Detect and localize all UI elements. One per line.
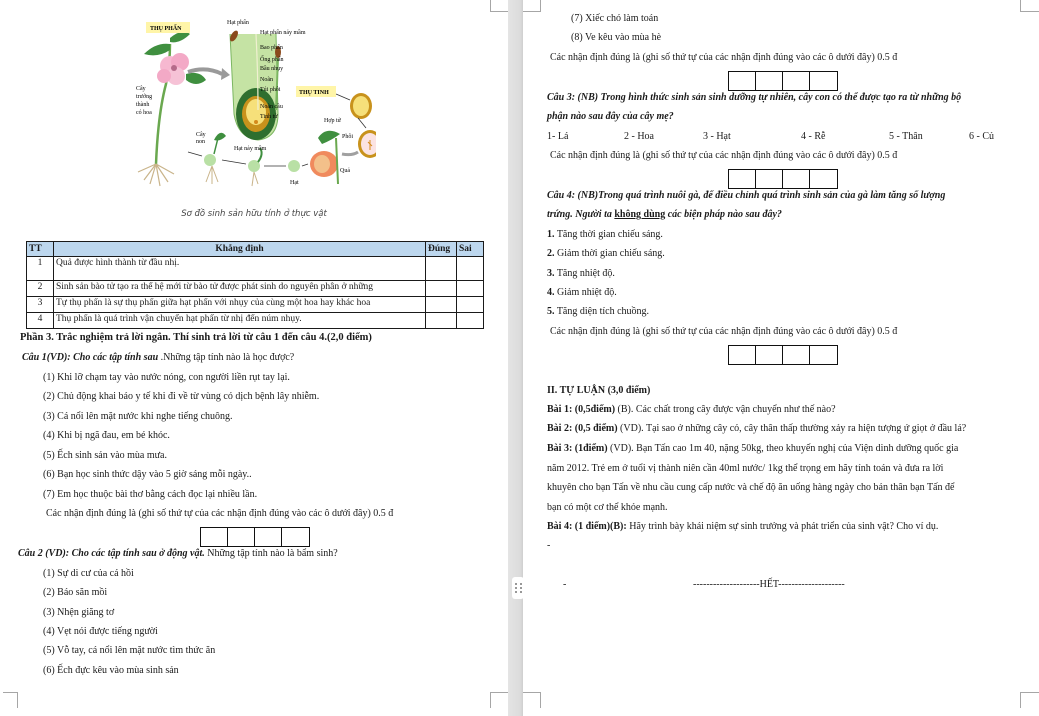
essay-bai3-continuation: năm 2012. Trẻ em ở tuổi vị thành niên cần 40ml nước/ 1kg thể trọng em hãy tính toán và đưa ra lời <box>547 463 944 474</box>
q4-item-number: 5. <box>547 306 555 317</box>
answer-box[interactable] <box>756 72 783 90</box>
q4-item <box>547 228 663 241</box>
page-corner-marker <box>490 692 508 708</box>
q4-answer-boxes <box>728 345 838 365</box>
page-corner-marker <box>3 692 18 708</box>
row-number: 1 <box>27 257 54 281</box>
essay-item-text: Hãy trình bày khái niệm sự sinh trưởng và phát triển của sinh vật? Cho ví dụ. <box>626 521 939 532</box>
header-dung: Đúng <box>426 242 457 257</box>
q4-item <box>547 286 617 299</box>
fig-label-tui-phoi: Túi phôi <box>260 87 281 93</box>
table-row <box>27 257 484 281</box>
row-number: 3 <box>27 297 54 313</box>
q4-item-text: Tăng diện tích chuồng. <box>554 306 650 317</box>
answer-box[interactable] <box>756 170 783 188</box>
dung-cell[interactable] <box>426 281 457 297</box>
dash-marker: - <box>563 579 567 590</box>
sai-cell[interactable] <box>457 313 484 329</box>
essay-item <box>547 520 938 533</box>
zygote-illustration <box>350 93 372 119</box>
true-false-table <box>26 241 484 329</box>
fig-label-thu-tinh: THỤ TINH <box>299 90 329 96</box>
answer-box[interactable] <box>228 528 255 546</box>
page-corner-marker <box>1020 0 1039 12</box>
seedling-illustration <box>204 133 226 184</box>
q1-item: (2) Chủ động khai báo y tế khi đi về từ vùng có dịch bệnh lây nhiễm. <box>43 391 320 402</box>
answer-box[interactable] <box>729 346 756 364</box>
q3-option: 4 - Rễ <box>801 131 826 142</box>
q4-item-number: 2. <box>547 248 555 259</box>
answer-box[interactable] <box>729 170 756 188</box>
q1-item: (1) Khi lỡ chạm tay vào nước nóng, con người liền rụt tay lại. <box>43 372 290 383</box>
q4-item-number: 3. <box>547 268 555 279</box>
answer-box[interactable] <box>810 346 837 364</box>
answer-box[interactable] <box>282 528 309 546</box>
q4-item <box>547 267 615 280</box>
page-corner-marker <box>1020 692 1039 708</box>
essay-item <box>547 403 836 416</box>
row-number: 4 <box>27 313 54 329</box>
dung-cell[interactable] <box>426 257 457 281</box>
dash-marker: - <box>547 540 551 551</box>
q2-item: (2) Báo săn mồi <box>43 587 108 598</box>
answer-box[interactable] <box>783 170 810 188</box>
header-tt: TT <box>27 242 54 257</box>
q2-item: (3) Nhện giăng tơ <box>43 607 115 618</box>
essay-item-label: Bài 3: (1điểm) <box>547 443 608 454</box>
page-corner-marker <box>523 0 541 12</box>
q3-label-line2: phận nào sau đây của cây mẹ? <box>547 111 674 122</box>
fig-label-phoi: Phôi <box>342 134 354 140</box>
fig-label-cay-1: Cây <box>136 86 146 92</box>
q2-item: (1) Sự di cư của cá hồi <box>43 568 134 579</box>
part3-heading: Phần 3. Trắc nghiệm trả lời ngắn. Thí sinh trả lời từ câu 1 đến câu 4.(2,0 điểm) <box>20 332 372 343</box>
essay-item-label: Bài 2: (0,5 điểm) <box>547 423 618 434</box>
table-row <box>27 281 484 297</box>
essay-item-text: (VD). Tại sao ở những cây cỏ, cây thân thấp thường xảy ra hiện tượng ứ giọt ở đầu lá? <box>617 423 967 434</box>
q4-label-post: các biện pháp nào sau đây? <box>665 209 782 220</box>
germinating-seed-illustration <box>248 148 262 186</box>
q1-item: (4) Khi bị ngã đau, em bé khóc. <box>43 430 170 441</box>
embryo-illustration <box>358 130 376 158</box>
fig-label-ong-phan: Ống phấn <box>260 57 284 63</box>
q4-item <box>547 305 649 318</box>
fig-label-cay-non-2: non <box>196 139 205 145</box>
document-page-left <box>0 0 508 716</box>
q3-option: 3 - Hạt <box>703 131 731 142</box>
dung-cell[interactable] <box>426 313 457 329</box>
answer-box[interactable] <box>783 346 810 364</box>
essay-item-label: Bài 1: (0,5điểm) <box>547 404 616 415</box>
row-statement: Thụ phấn là quá trình vận chuyển hạt phấn từ nhị đến núm nhụy. <box>54 313 426 329</box>
fig-label-cay-4: có hoa <box>136 110 152 116</box>
essay-heading: II. TỰ LUẬN (3,0 điểm) <box>547 385 651 396</box>
fig-label-hat: Hạt <box>290 180 299 186</box>
q2-answer-boxes <box>728 71 838 91</box>
q1-answer-boxes <box>200 527 310 547</box>
q4-label-line1: Câu 4: (NB)Trong quá trình nuôi gà, để điều chỉnh quá trình sinh sản của gà làm tăng số lượng <box>547 190 946 201</box>
fig-label-hop-tu: Hợp tử <box>324 118 341 124</box>
table-row <box>27 313 484 329</box>
mature-plant-illustration <box>138 32 230 186</box>
fig-label-hat-phan: Hạt phấn <box>227 20 249 26</box>
q1-label: Câu 1(VD): Cho các tập tính sau <box>22 352 159 363</box>
sai-cell[interactable] <box>457 257 484 281</box>
q4-item-text: Tăng nhiệt độ. <box>554 268 615 279</box>
essay-item-label: Bài 4: (1 điểm)(B): <box>547 521 627 532</box>
page-corner-marker <box>523 692 541 708</box>
page-gutter <box>508 0 523 716</box>
header-khang-dinh: Khẳng định <box>54 242 426 257</box>
fig-label-hat-nay-mam: Hạt nảy mầm <box>234 146 267 152</box>
fig-label-cay-2: trưởng <box>136 94 153 100</box>
answer-box[interactable] <box>255 528 282 546</box>
row-statement: Quả được hình thành từ đầu nhị. <box>54 257 426 281</box>
answer-box[interactable] <box>756 346 783 364</box>
essay-bai3-continuation: bạn có một cơ thể khỏe mạnh. <box>547 502 668 513</box>
q4-item-number: 1. <box>547 229 555 240</box>
dung-cell[interactable] <box>426 297 457 313</box>
end-marker: --------------------HẾT-------------------- <box>693 579 845 590</box>
q1-item: (5) Ếch sinh sản vào mùa mưa. <box>43 450 167 461</box>
q3-option: 6 - Củ <box>969 131 994 142</box>
q1-prompt <box>22 351 294 364</box>
answer-box[interactable] <box>810 170 837 188</box>
q2-item: (4) Vẹt nói được tiếng người <box>43 626 158 637</box>
q2-question: Những tập tính nào là bẩm sinh? <box>204 548 338 559</box>
seed-illustration <box>288 160 300 172</box>
fig-label-qua: Quả <box>340 168 350 174</box>
q3-option: 5 - Thân <box>889 131 923 142</box>
table-header-row <box>27 242 484 257</box>
q4-item <box>547 247 665 260</box>
q1-question: .Những tập tính nào là học được? <box>158 352 295 363</box>
q2-prompt <box>18 547 338 560</box>
q4-label-line2 <box>547 208 782 221</box>
q3-label-line1: Câu 3: (NB) Trong hình thức sinh sản sinh dưỡng tự nhiên, cây con có thể được tạo ra từ những bộ <box>547 92 962 103</box>
q2-label: Câu 2 (VD): Cho các tập tính sau ở động vật. <box>18 548 205 559</box>
essay-item <box>547 422 966 435</box>
essay-item <box>547 442 958 455</box>
figure-caption: Sơ đồ sinh sản hữu tính ở thực vật <box>181 209 327 219</box>
q4-item-text: Giảm nhiệt độ. <box>554 287 617 298</box>
row-statement: Sinh sản bào tử tạo ra thế hệ mới từ bào tử được phát sinh do nguyên phân ở những <box>54 281 426 297</box>
sai-cell[interactable] <box>457 281 484 297</box>
document-page-right <box>523 0 1039 716</box>
q4-label-pre: trứng. Người ta <box>547 209 615 220</box>
q4-item-text: Tăng thời gian chiếu sáng. <box>554 229 663 240</box>
sai-cell[interactable] <box>457 297 484 313</box>
q2-item: (6) Ếch đực kêu vào mùa sinh sản <box>43 665 179 676</box>
answer-box[interactable] <box>729 72 756 90</box>
fig-label-hat-phan-nay-mam: Hạt phấn nảy mầm <box>260 30 306 36</box>
q2-item: (8) Ve kêu vào mùa hè <box>571 32 662 43</box>
q3-option: 2 - Hoa <box>624 131 654 142</box>
header-sai: Sai <box>457 242 484 257</box>
q2-answer-prompt: Các nhận định đúng là (ghi số thứ tự của các nhận định đúng vào các ô dưới đây) 0.5 đ <box>550 52 898 63</box>
fig-label-cay-3: thành <box>136 102 150 108</box>
fig-label-cay-non-1: Cây <box>196 132 206 138</box>
q1-answer-prompt: Các nhận định đúng là (ghi số thứ tự của các nhận định đúng vào các ô dưới đây) 0.5 đ <box>46 508 394 519</box>
sexual-reproduction-diagram <box>126 14 376 192</box>
essay-bai3-continuation: khuyên cho bạn Tấn về nhu cầu cung cấp nước và chế độ ăn uống hàng ngày cho bản thân bạn Tấn để <box>547 482 955 493</box>
answer-box[interactable] <box>201 528 228 546</box>
q4-item-text: Giảm thời gian chiếu sáng. <box>554 248 665 259</box>
fig-label-tinh-tu: Tinh tử <box>260 114 278 120</box>
q1-item: (3) Cá nổi lên mặt nước khi nghe tiếng chuông. <box>43 411 233 422</box>
q4-label-emphasis: không dùng <box>614 209 666 220</box>
answer-box[interactable] <box>810 72 837 90</box>
fig-label-noan-cau: Noãn cầu <box>260 104 283 110</box>
q3-answer-boxes <box>728 169 838 189</box>
q4-answer-prompt: Các nhận định đúng là (ghi số thứ tự của các nhận định đúng vào các ô dưới đây) 0.5 đ <box>550 326 898 337</box>
q3-option: 1- Lá <box>547 131 569 142</box>
q4-item-number: 4. <box>547 287 555 298</box>
fig-label-noan: Noãn <box>260 77 273 83</box>
essay-item-text: (B). Các chất trong cây được vận chuyển như thế nào? <box>615 404 836 415</box>
q2-item: (7) Xiếc chó làm toán <box>571 13 659 24</box>
row-statement: Tự thụ phấn là sự thụ phấn giữa hạt phấn với nhụy của cùng một hoa hay khác hoa <box>54 297 426 313</box>
q1-item: (7) Em học thuộc bài thơ bằng cách đọc lại nhiều lần. <box>43 489 258 500</box>
table-row <box>27 297 484 313</box>
q2-item: (5) Vỗ tay, cá nổi lên mặt nước tìm thức ăn <box>43 645 216 656</box>
row-number: 2 <box>27 281 54 297</box>
essay-item-text: (VD). Bạn Tấn cao 1m 40, nặng 50kg, theo khuyến nghị của Viện dinh dưỡng quốc gia <box>607 443 959 454</box>
fig-label-bau-nhuy: Bầu nhụy <box>260 66 284 72</box>
fig-label-thu-phan: THỤ PHẤN <box>150 26 182 32</box>
fig-label-bao-phan: Bao phấn <box>260 45 283 51</box>
q1-item: (6) Bạn học sinh thức dậy vào 5 giờ sáng mỗi ngày.. <box>43 469 252 480</box>
q3-answer-prompt: Các nhận định đúng là (ghi số thứ tự của các nhận định đúng vào các ô dưới đây) 0.5 đ <box>550 150 898 161</box>
page-corner-marker <box>490 0 508 12</box>
answer-box[interactable] <box>783 72 810 90</box>
